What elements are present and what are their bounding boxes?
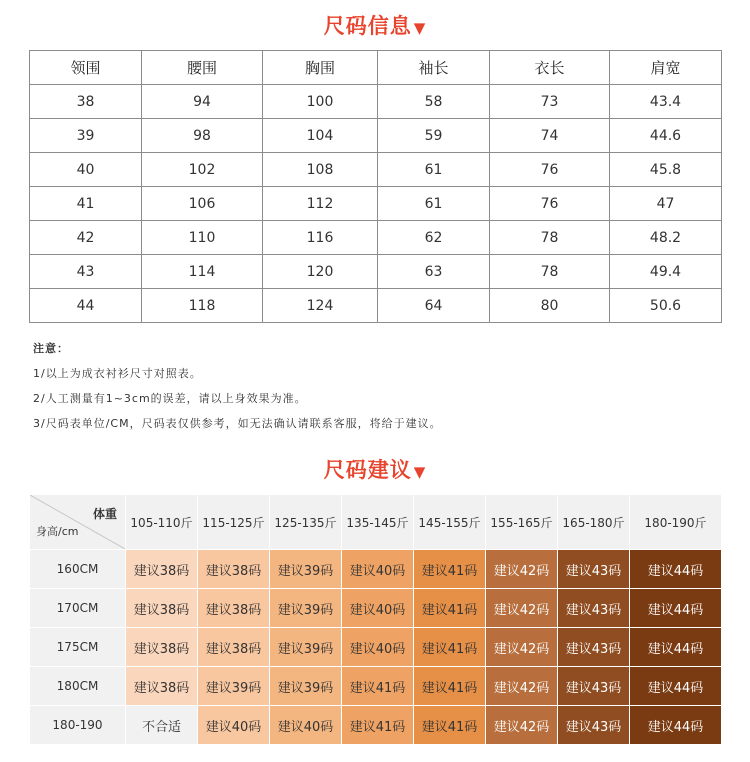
size-info-cell: 73 (490, 85, 610, 119)
weight-header: 125-135斤 (270, 495, 341, 549)
size-info-cell: 78 (490, 255, 610, 289)
recommend-cell: 建议44码 (630, 628, 721, 666)
recommend-cell: 建议38码 (126, 589, 197, 627)
size-info-cell: 64 (378, 289, 490, 323)
size-info-cell: 49.4 (610, 255, 722, 289)
recommend-cell: 建议44码 (630, 667, 721, 705)
recommend-cell: 建议40码 (270, 706, 341, 744)
triangle-down-icon: ▼ (413, 463, 427, 481)
recommend-cell: 建议39码 (270, 589, 341, 627)
height-label: 175CM (30, 628, 125, 666)
size-info-cell: 116 (263, 221, 378, 255)
recommend-cell: 建议43码 (558, 628, 629, 666)
size-info-cell: 61 (378, 153, 490, 187)
recommend-cell: 建议40码 (342, 589, 413, 627)
recommend-cell: 建议40码 (342, 628, 413, 666)
size-info-cell: 59 (378, 119, 490, 153)
size-info-row (30, 153, 722, 187)
size-info-cell: 42 (30, 221, 142, 255)
recommend-cell: 建议44码 (630, 706, 721, 744)
size-info-cell: 47 (610, 187, 722, 221)
note-line-3: 3/尺码表单位/CM，尺码表仅供参考，如无法确认请联系客服，将给于建议。 (33, 417, 442, 430)
corner-height-label: 身高/cm (36, 525, 79, 538)
size-info-cell: 58 (378, 85, 490, 119)
size-info-cell: 102 (142, 153, 263, 187)
recommend-cell: 建议39码 (270, 550, 341, 588)
header-length: 衣长 (490, 51, 610, 85)
size-info-title-text: 尺码信息 (323, 14, 412, 38)
size-info-cell: 100 (263, 85, 378, 119)
recommend-row (30, 667, 721, 705)
size-info-cell: 44 (30, 289, 142, 323)
weight-header: 135-145斤 (342, 495, 413, 549)
recommend-cell: 建议43码 (558, 589, 629, 627)
size-info-cell: 104 (263, 119, 378, 153)
size-info-cell: 43.4 (610, 85, 722, 119)
recommend-cell: 建议44码 (630, 550, 721, 588)
size-info-cell: 108 (263, 153, 378, 187)
size-info-title (0, 10, 750, 40)
recommend-cell: 建议42码 (486, 667, 557, 705)
notes-title: 注意： (33, 342, 69, 355)
triangle-down-icon: ▼ (413, 19, 427, 37)
height-label: 180CM (30, 667, 125, 705)
recommend-cell: 建议38码 (198, 628, 269, 666)
size-info-cell: 78 (490, 221, 610, 255)
weight-header: 155-165斤 (486, 495, 557, 549)
recommend-cell: 建议38码 (126, 667, 197, 705)
size-info-row (30, 187, 722, 221)
recommend-title (0, 454, 750, 484)
recommend-cell: 建议39码 (198, 667, 269, 705)
recommend-cell: 建议41码 (414, 589, 485, 627)
size-info-cell: 43 (30, 255, 142, 289)
recommend-cell: 建议43码 (558, 706, 629, 744)
header-chest: 胸围 (263, 51, 378, 85)
recommend-cell: 建议38码 (126, 628, 197, 666)
header-waist: 腰围 (142, 51, 263, 85)
size-info-row (30, 221, 722, 255)
weight-header: 180-190斤 (630, 495, 721, 549)
recommend-cell: 建议39码 (270, 667, 341, 705)
height-label: 170CM (30, 589, 125, 627)
recommend-cell: 建议38码 (198, 589, 269, 627)
recommend-row (30, 550, 721, 588)
size-info-cell: 41 (30, 187, 142, 221)
size-info-cell: 110 (142, 221, 263, 255)
size-info-cell: 124 (263, 289, 378, 323)
recommend-cell: 建议42码 (486, 628, 557, 666)
header-shoulder: 肩宽 (610, 51, 722, 85)
weight-header: 145-155斤 (414, 495, 485, 549)
size-info-cell: 44.6 (610, 119, 722, 153)
weight-header: 165-180斤 (558, 495, 629, 549)
size-info-cell: 106 (142, 187, 263, 221)
recommend-row (30, 628, 721, 666)
size-info-cell: 45.8 (610, 153, 722, 187)
size-info-cell: 50.6 (610, 289, 722, 323)
recommend-cell: 建议39码 (270, 628, 341, 666)
header-neck: 领围 (30, 51, 142, 85)
recommend-row (30, 589, 721, 627)
height-label: 180-190 (30, 706, 125, 744)
recommend-cell: 建议44码 (630, 589, 721, 627)
size-info-cell: 114 (142, 255, 263, 289)
size-info-row (30, 119, 722, 153)
note-line-2: 2/人工测量有1~3cm的误差，请以上身效果为准。 (33, 392, 307, 405)
header-sleeve: 袖长 (378, 51, 490, 85)
recommend-cell: 建议42码 (486, 550, 557, 588)
size-info-cell: 118 (142, 289, 263, 323)
not-suitable-cell: 不合适 (126, 706, 197, 744)
weight-header: 115-125斤 (198, 495, 269, 549)
size-info-cell: 62 (378, 221, 490, 255)
size-info-row (30, 85, 722, 119)
recommend-cell: 建议42码 (486, 589, 557, 627)
recommend-cell: 建议42码 (486, 706, 557, 744)
size-info-header-row (30, 51, 722, 85)
recommend-cell: 建议43码 (558, 550, 629, 588)
size-info-cell: 94 (142, 85, 263, 119)
size-info-cell: 39 (30, 119, 142, 153)
recommend-row (30, 706, 721, 744)
size-info-cell: 40 (30, 153, 142, 187)
size-info-cell: 112 (263, 187, 378, 221)
size-info-row (30, 289, 722, 323)
size-info-cell: 48.2 (610, 221, 722, 255)
size-info-cell: 80 (490, 289, 610, 323)
size-info-cell: 63 (378, 255, 490, 289)
diagonal-divider (30, 495, 125, 549)
size-info-cell: 120 (263, 255, 378, 289)
recommend-cell: 建议40码 (198, 706, 269, 744)
size-info-cell: 76 (490, 153, 610, 187)
recommend-cell: 建议41码 (342, 706, 413, 744)
recommend-title-text: 尺码建议 (323, 458, 412, 482)
height-label: 160CM (30, 550, 125, 588)
size-info-cell: 61 (378, 187, 490, 221)
size-info-row (30, 255, 722, 289)
recommend-cell: 建议43码 (558, 667, 629, 705)
size-info-cell: 74 (490, 119, 610, 153)
recommend-table (29, 494, 722, 745)
size-info-cell: 98 (142, 119, 263, 153)
weight-header: 105-110斤 (126, 495, 197, 549)
recommend-cell: 建议41码 (414, 706, 485, 744)
recommend-header-row (30, 495, 721, 549)
size-info-cell: 38 (30, 85, 142, 119)
recommend-cell: 建议38码 (126, 550, 197, 588)
corner-cell (30, 495, 125, 549)
notes (33, 340, 442, 440)
recommend-cell: 建议41码 (342, 667, 413, 705)
recommend-cell: 建议38码 (198, 550, 269, 588)
note-line-1: 1/以上为成衣衬衫尺寸对照表。 (33, 367, 202, 380)
recommend-cell: 建议40码 (342, 550, 413, 588)
size-info-cell: 76 (490, 187, 610, 221)
recommend-cell: 建议41码 (414, 667, 485, 705)
recommend-cell: 建议41码 (414, 628, 485, 666)
recommend-cell: 建议41码 (414, 550, 485, 588)
corner-weight-label: 体重 (92, 507, 117, 521)
size-info-table (29, 50, 722, 323)
